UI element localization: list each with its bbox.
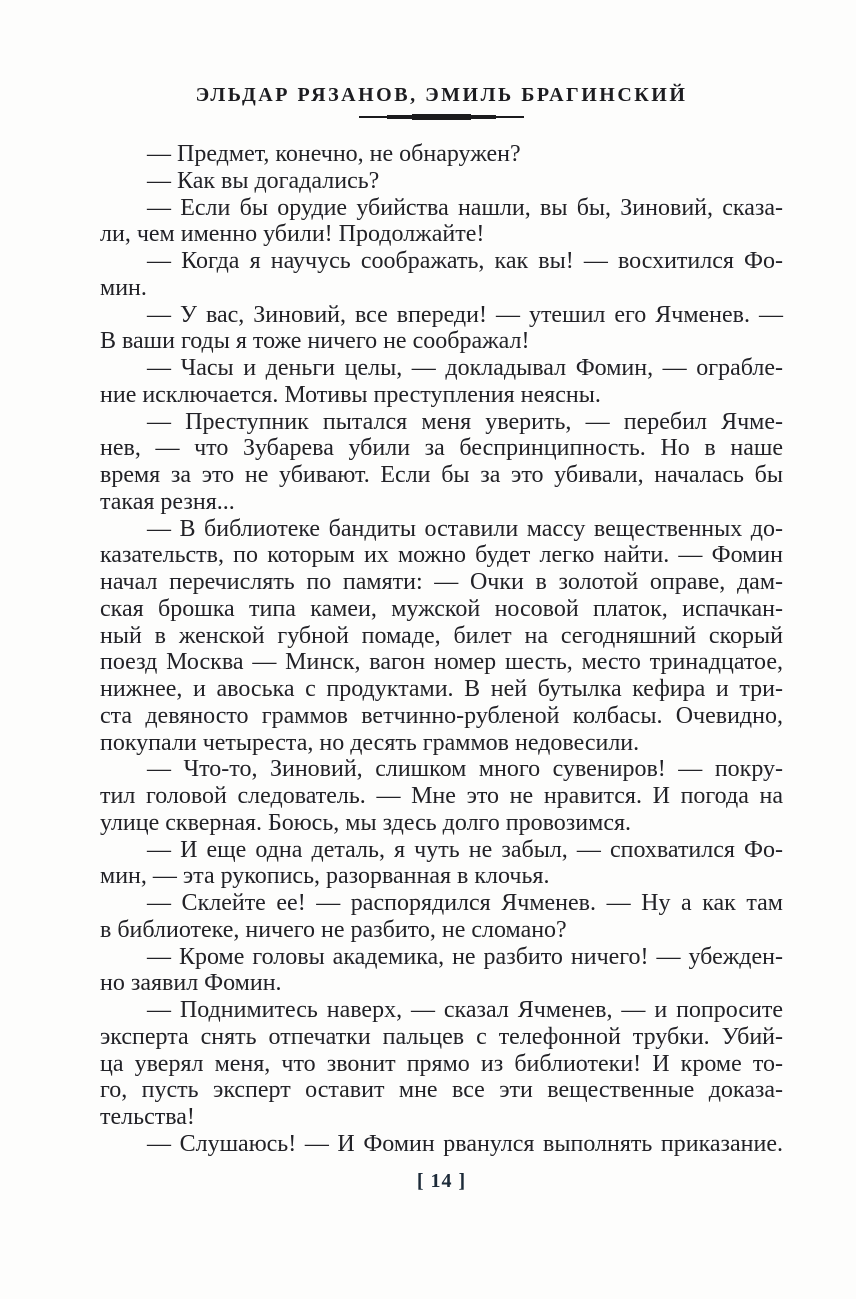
body-line: мин.	[100, 274, 147, 301]
body-line: нев, — что Зубарева убили за беспринципность. Но в наше	[100, 435, 783, 462]
body-line: — Склейте ее! — распорядился Ячменев. — Ну а как там	[147, 890, 783, 916]
body-line: ца уверял меня, что звонит прямо из библиотеки! И кроме то-	[100, 1050, 783, 1077]
body-line: ный в женской губной помаде, билет на сегодняшний скорый	[100, 622, 783, 649]
body-line: начал перечислять по памяти: — Очки в золотой оправе, дам-	[100, 569, 783, 595]
body-line: го, пусть эксперт оставит мне все эти вещественные доказа-	[100, 1077, 783, 1104]
body-line: ста девяносто граммов ветчинно-рубленой колбасы. Очевидно,	[100, 702, 783, 729]
body-line: такая резня...	[100, 488, 235, 515]
body-line: — И еще одна деталь, я чуть не забыл, — спохватился Фо-	[147, 836, 783, 863]
body-line: — Что-то, Зиновий, слишком много сувениров! — покру-	[147, 756, 783, 783]
body-line: ская брошка типа камеи, мужской носовой платок, испачкан-	[100, 595, 783, 622]
page-number: [ 14 ]	[416, 1170, 467, 1192]
body-text	[100, 141, 783, 1158]
body-line: эксперта снять отпечатки пальцев с телефонной трубки. Убий-	[100, 1023, 783, 1050]
body-line: поезд Москва — Минск, вагон номер шесть, место тринадцатое,	[100, 649, 783, 676]
body-line: но заявил Фомин.	[100, 970, 282, 997]
body-line: улице скверная. Боюсь, мы здесь долго провозимся.	[100, 809, 632, 836]
running-header: ЭЛЬДАР РЯЗАНОВ, ЭМИЛЬ БРАГИНСКИЙ	[195, 84, 688, 106]
body-line: — Поднимитесь наверх, — сказал Ячменев, — и попросите	[147, 997, 783, 1023]
body-line: время за это не убивают. Если бы за это убивали, началась бы	[100, 462, 783, 488]
body-line: в библиотеке, ничего не разбито, не сломано?	[100, 916, 567, 943]
body-line: — Как вы догадались?	[147, 167, 380, 194]
body-line: — Часы и деньги целы, — докладывал Фомин, — ограбле-	[147, 355, 783, 381]
body-line: нижнее, и авоська с продуктами. В ней бутылка кефира и три-	[100, 676, 783, 702]
body-line: — Если бы орудие убийства нашли, вы бы, Зиновий, сказа-	[147, 194, 783, 221]
body-line: покупали четыреста, но десять граммов недовесили.	[100, 729, 640, 756]
body-line: казательств, по которым их можно будет легко найти. — Фомин	[100, 542, 783, 569]
body-line: — Кроме головы академика, не разбито ничего! — убежден-	[147, 943, 783, 970]
header-divider-ornament	[359, 114, 524, 120]
body-line: — У вас, Зиновий, все впереди! — утешил его Ячменев. —	[147, 301, 783, 328]
body-line: В ваши годы я тоже ничего не соображал!	[100, 328, 530, 355]
body-line: — Слушаюсь! — И Фомин рванулся выполнять приказание.	[147, 1130, 783, 1157]
body-line: — Предмет, конечно, не обнаружен?	[147, 141, 521, 167]
body-line: — Преступник пытался меня уверить, — перебил Ячме-	[147, 408, 783, 435]
body-line: — В библиотеке бандиты оставили массу вещественных до-	[147, 515, 783, 542]
body-line: — Когда я научусь соображать, как вы! — восхитился Фо-	[147, 248, 783, 274]
body-line: ли, чем именно убили! Продолжайте!	[100, 221, 485, 248]
body-line: мин, — эта рукопись, разорванная в клочья.	[100, 863, 550, 890]
body-line: ние исключается. Мотивы преступления неясны.	[100, 381, 601, 408]
divider-thick-bar	[412, 114, 471, 120]
body-line: тил головой следователь. — Мне это не нравится. И погода на	[100, 783, 783, 809]
body-line: тельства!	[100, 1104, 195, 1130]
